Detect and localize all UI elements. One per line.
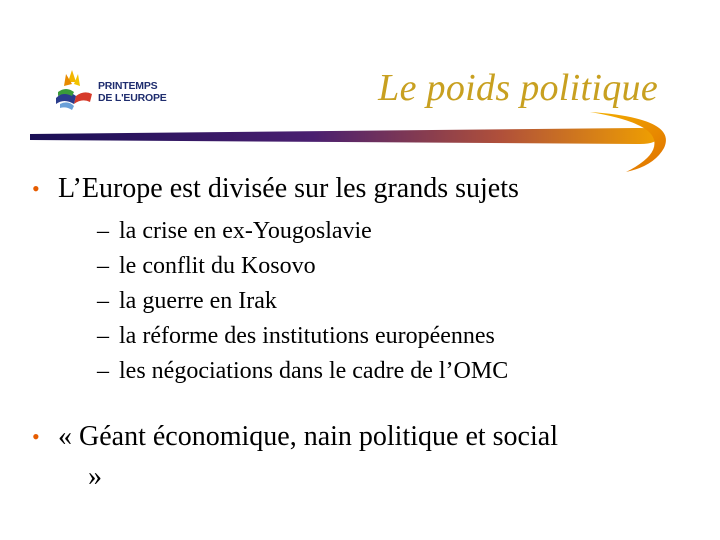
bullet-2-text-line-1: « Géant économique, nain politique et social	[58, 421, 558, 452]
slide-title: Le poids politique	[378, 67, 658, 109]
logo-wordmark	[98, 80, 167, 104]
sub-bullet-item	[97, 214, 508, 249]
sub-bullet-text: la crise en ex-Yougoslavie	[119, 218, 372, 244]
sub-bullet-text: les négociations dans le cadre de l’OMC	[119, 358, 509, 384]
title-underline-bar	[30, 112, 670, 172]
bullet-1-text: L’Europe est divisée sur les grands sujets	[58, 173, 519, 204]
printemps-europe-logo	[52, 68, 167, 114]
logo-emblem-icon	[52, 68, 98, 114]
bullet-marker: •	[32, 424, 40, 449]
sub-bullet-marker: –	[97, 323, 109, 349]
sub-bullet-text: la réforme des institutions européennes	[119, 323, 495, 349]
sub-bullet-marker: –	[97, 253, 109, 279]
logo-line-2: DE L'EUROPE	[98, 92, 167, 104]
sub-bullet-text: le conflit du Kosovo	[119, 253, 316, 279]
sub-bullet-marker: –	[97, 218, 109, 244]
sub-bullet-item	[97, 249, 508, 284]
bullet-item-1	[32, 172, 519, 206]
sub-bullet-item	[97, 284, 508, 319]
sub-bullet-item	[97, 319, 508, 354]
sub-bullet-item	[97, 354, 508, 389]
sub-bullet-marker: –	[97, 358, 109, 384]
bullet-item-2	[32, 420, 558, 454]
logo-line-1: PRINTEMPS	[98, 80, 158, 92]
sub-bullet-list	[97, 214, 508, 389]
bullet-2-text-line-2: »	[88, 461, 102, 492]
sub-bullet-text: la guerre en Irak	[119, 288, 277, 314]
sub-bullet-marker: –	[97, 288, 109, 314]
bullet-marker: •	[32, 176, 40, 201]
